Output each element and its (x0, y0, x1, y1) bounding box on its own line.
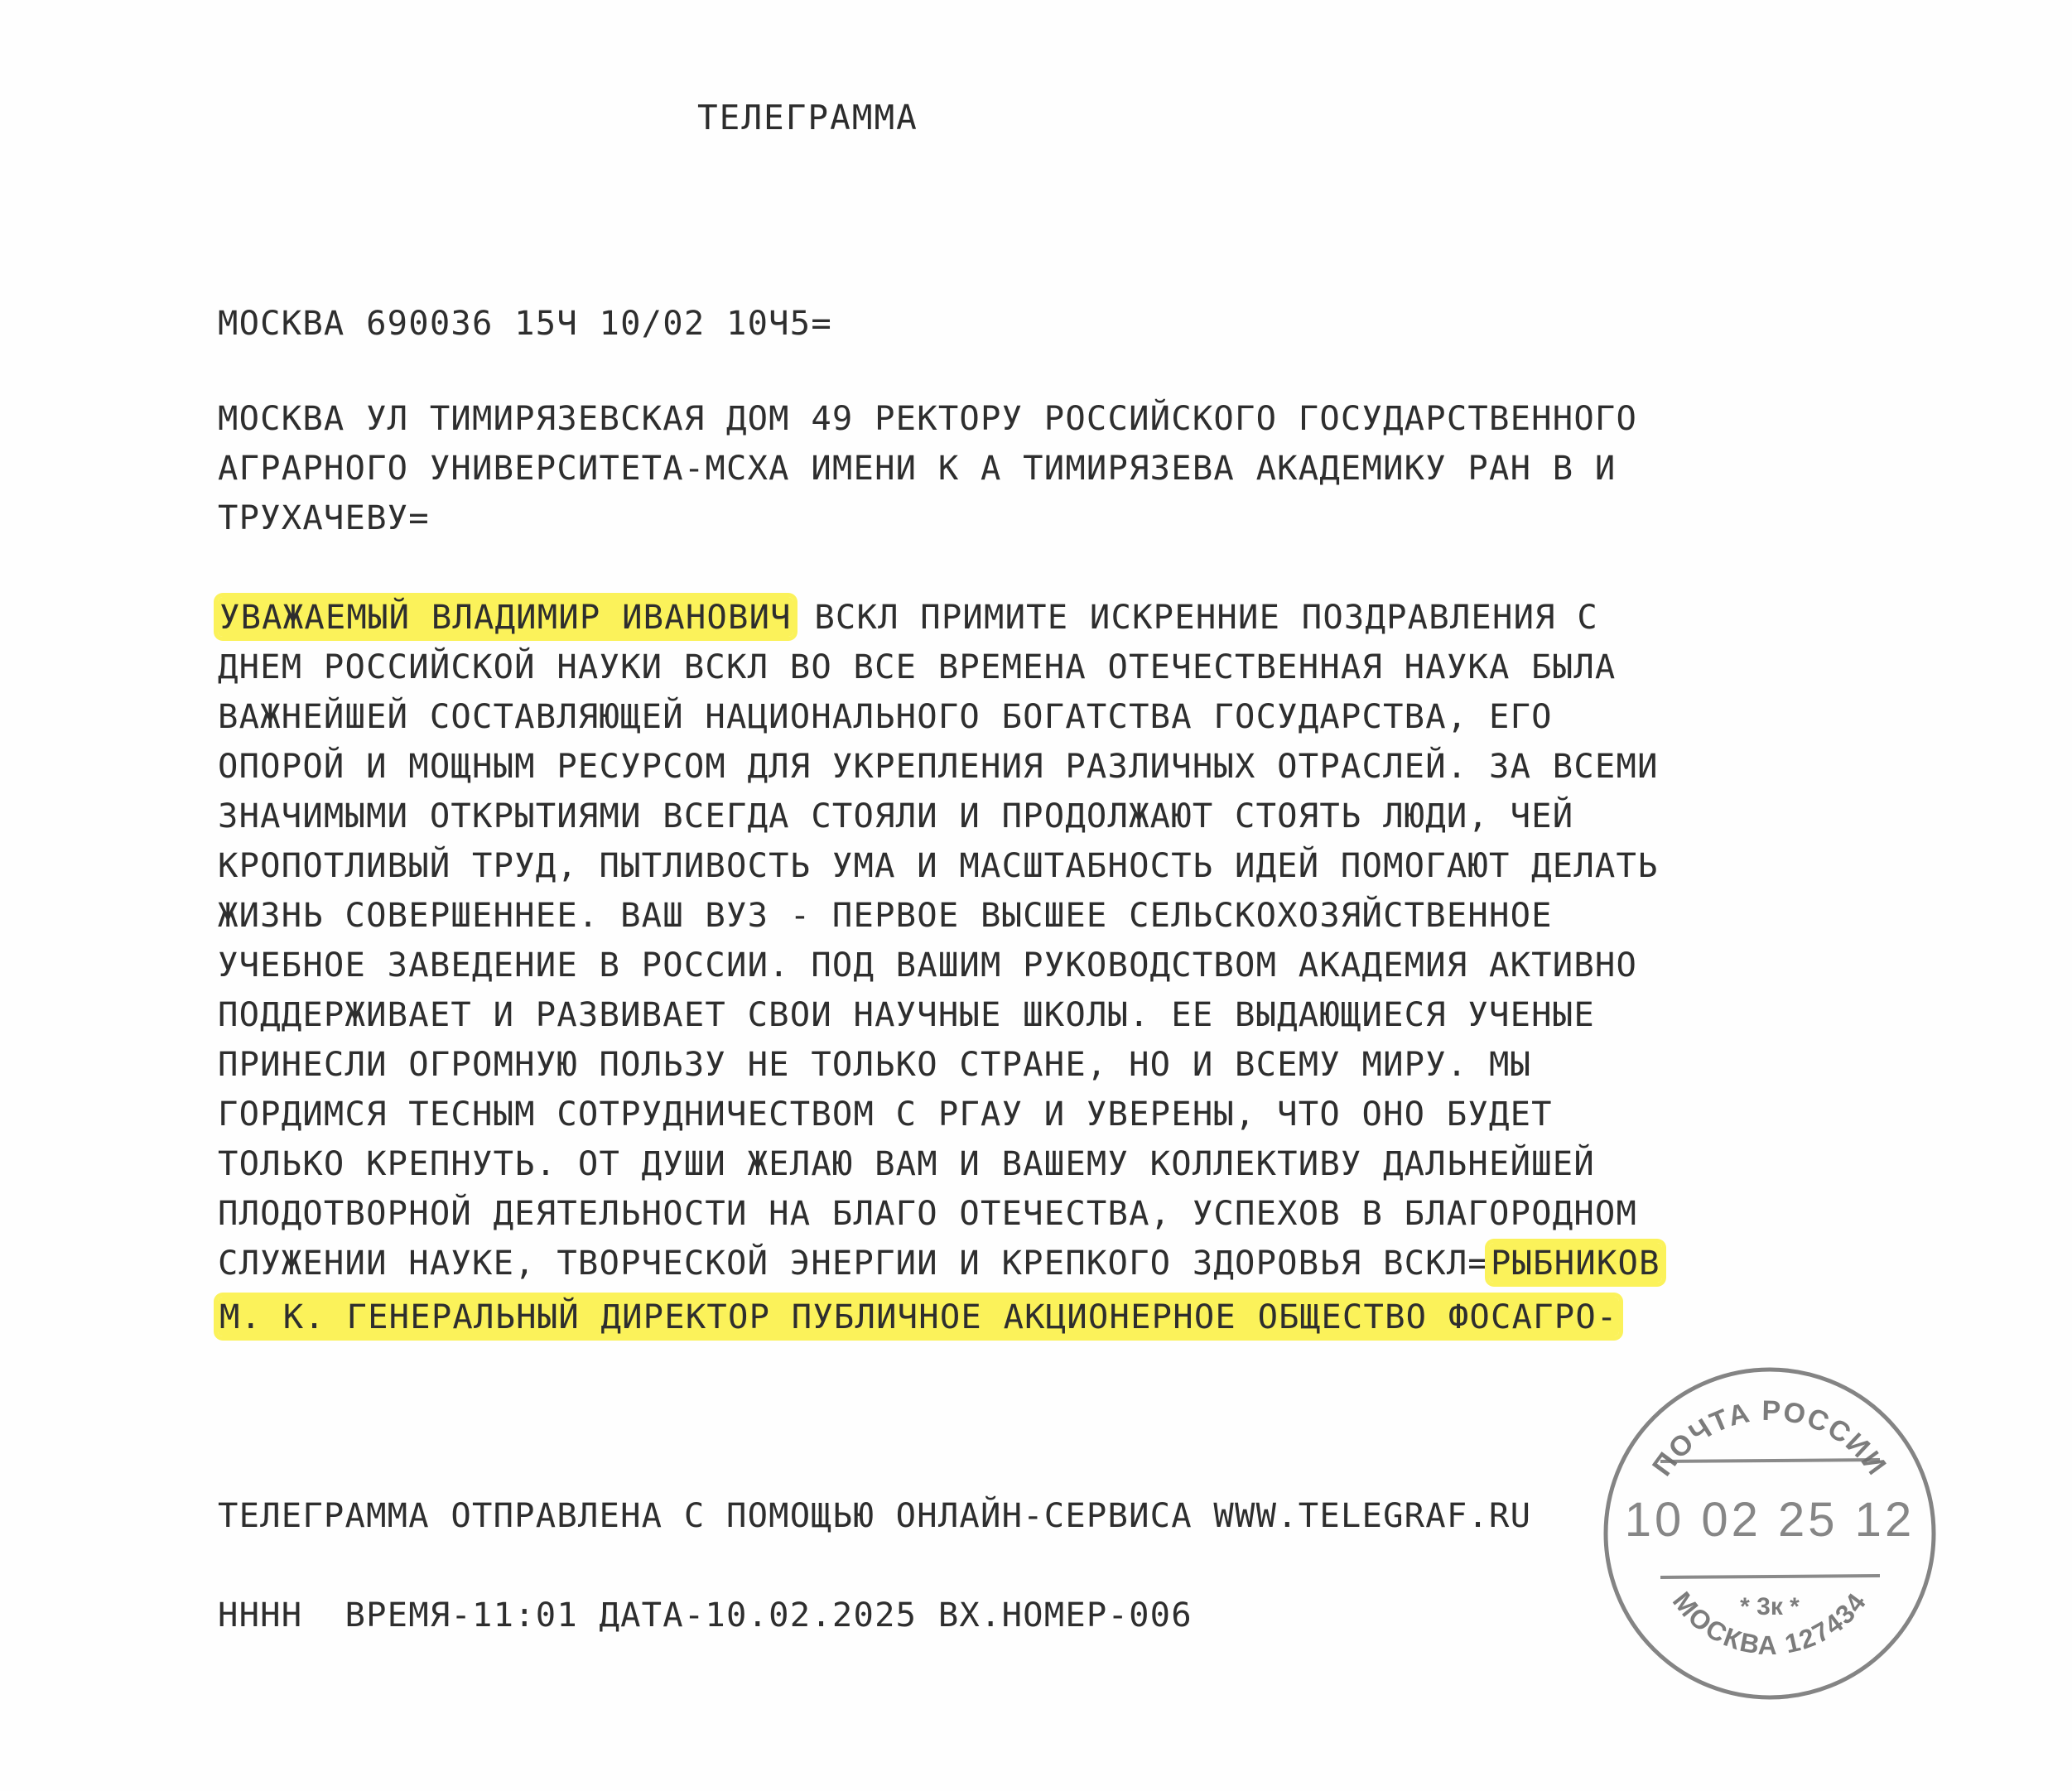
closing-line (218, 1242, 1662, 1283)
greeting-rest: ВСКЛ ПРИМИТЕ ИСКРЕННИЕ ПОЗДРАВЛЕНИЯ С (793, 597, 1598, 637)
body-line-12: ПЛОДОТВОРНОЙ ДЕЯТЕЛЬНОСТИ НА БЛАГО ОТЕЧЕСТВА, УСПЕХОВ В БЛАГОРОДНОМ (218, 1193, 1638, 1233)
address-line-1: МОСКВА УЛ ТИМИРЯЗЕВСКАЯ ДОМ 49 РЕКТОРУ РОССИЙСКОГО ГОСУДАРСТВЕННОГО (218, 398, 1638, 438)
header-line: МОСКВА 690036 15Ч 10/02 10Ч5= (218, 303, 832, 343)
postal-stamp (1598, 1362, 1941, 1705)
stamp-bottom-text: МОСКВА 127434 (1666, 1586, 1872, 1661)
address-line-2: АГРАРНОГО УНИВЕРСИТЕТА-МСХА ИМЕНИ К А ТИМИРЯЗЕВА АКАДЕМИКУ РАН В И (218, 448, 1617, 488)
closing-text: СЛУЖЕНИИ НАУКЕ, ТВОРЧЕСКОЙ ЭНЕРГИИ И КРЕПКОГО ЗДОРОВЬЯ ВСКЛ= (218, 1243, 1489, 1283)
signature-line (218, 1296, 1619, 1337)
body-line-3: ОПОРОЙ И МОЩНЫМ РЕСУРСОМ ДЛЯ УКРЕПЛЕНИЯ РАЗЛИЧНЫХ ОТРАСЛЕЙ. ЗА ВСЕМИ (218, 746, 1659, 786)
body-line-6: ЖИЗНЬ СОВЕРШЕННЕЕ. ВАШ ВУЗ - ПЕРВОЕ ВЫСШЕЕ СЕЛЬСКОХОЗЯЙСТВЕННОЕ (218, 895, 1553, 935)
body-line-9: ПРИНЕСЛИ ОГРОМНУЮ ПОЛЬЗУ НЕ ТОЛЬКО СТРАНЕ, НО И ВСЕМУ МИРУ. МЫ (218, 1044, 1532, 1084)
body-line-5: КРОПОТЛИВЫЙ ТРУД, ПЫТЛИВОСТЬ УМА И МАСШТАБНОСТЬ ИДЕЙ ПОМОГАЮТ ДЕЛАТЬ (218, 845, 1659, 885)
footer-meta-line: НННН ВРЕМЯ-11:01 ДАТА-10.02.2025 ВХ.НОМЕР-006 (218, 1595, 1193, 1635)
stamp-date: 10 02 25 12 (1624, 1493, 1915, 1547)
body-line-7: УЧЕБНОЕ ЗАВЕДЕНИЕ В РОССИИ. ПОД ВАШИМ РУКОВОДСТВОМ АКАДЕМИЯ АКТИВНО (218, 945, 1638, 985)
address-line-3: ТРУХАЧЕВУ= (218, 498, 430, 537)
highlighted-signature: М. К. ГЕНЕРАЛЬНЫЙ ДИРЕКТОР ПУБЛИЧНОЕ АКЦИОНЕРНОЕ ОБЩЕСТВО ФОСАГРО- (219, 1297, 1618, 1336)
body-line-10: ГОРДИМСЯ ТЕСНЫМ СОТРУДНИЧЕСТВОМ С РГАУ И УВЕРЕНЫ, ЧТО ОНО БУДЕТ (218, 1094, 1553, 1134)
body-line-1: ДНЕМ РОССИЙСКОЙ НАУКИ ВСКЛ ВО ВСЕ ВРЕМЕНА ОТЕЧЕСТВЕННАЯ НАУКА БЫЛА (218, 647, 1617, 686)
stamp-top-rule (1660, 1460, 1880, 1461)
document-title: ТЕЛЕГРАММА (697, 98, 918, 137)
highlighted-sender-surname: РЫБНИКОВ (1490, 1243, 1660, 1283)
greeting-line (218, 596, 1598, 638)
body-line-11: ТОЛЬКО КРЕПНУТЬ. ОТ ДУШИ ЖЕЛАЮ ВАМ И ВАШЕМУ КОЛЛЕКТИВУ ДАЛЬНЕЙШЕЙ (218, 1143, 1595, 1183)
body-line-2: ВАЖНЕЙШЕЙ СОСТАВЛЯЮЩЕЙ НАЦИОНАЛЬНОГО БОГАТСТВА ГОСУДАРСТВА, ЕГО (218, 696, 1553, 736)
footer-service-line: ТЕЛЕГРАММА ОТПРАВЛЕНА С ПОМОЩЬЮ ОНЛАЙН-СЕРВИСА WWW.TELEGRAF.RU (218, 1495, 1532, 1535)
stamp-code: * 3к * (1740, 1593, 1800, 1620)
stamp-bottom-rule (1660, 1576, 1880, 1577)
body-line-8: ПОДДЕРЖИВАЕТ И РАЗВИВАЕТ СВОИ НАУЧНЫЕ ШКОЛЫ. ЕЕ ВЫДАЮЩИЕСЯ УЧЕНЫЕ (218, 994, 1595, 1034)
highlighted-greeting: УВАЖАЕМЫЙ ВЛАДИМИР ИВАНОВИЧ (219, 597, 792, 637)
stamp-top-text: ПОЧТА РОССИИ (1646, 1394, 1893, 1482)
body-line-4: ЗНАЧИМЫМИ ОТКРЫТИЯМИ ВСЕГДА СТОЯЛИ И ПРОДОЛЖАЮТ СТОЯТЬ ЛЮДИ, ЧЕЙ (218, 796, 1574, 835)
